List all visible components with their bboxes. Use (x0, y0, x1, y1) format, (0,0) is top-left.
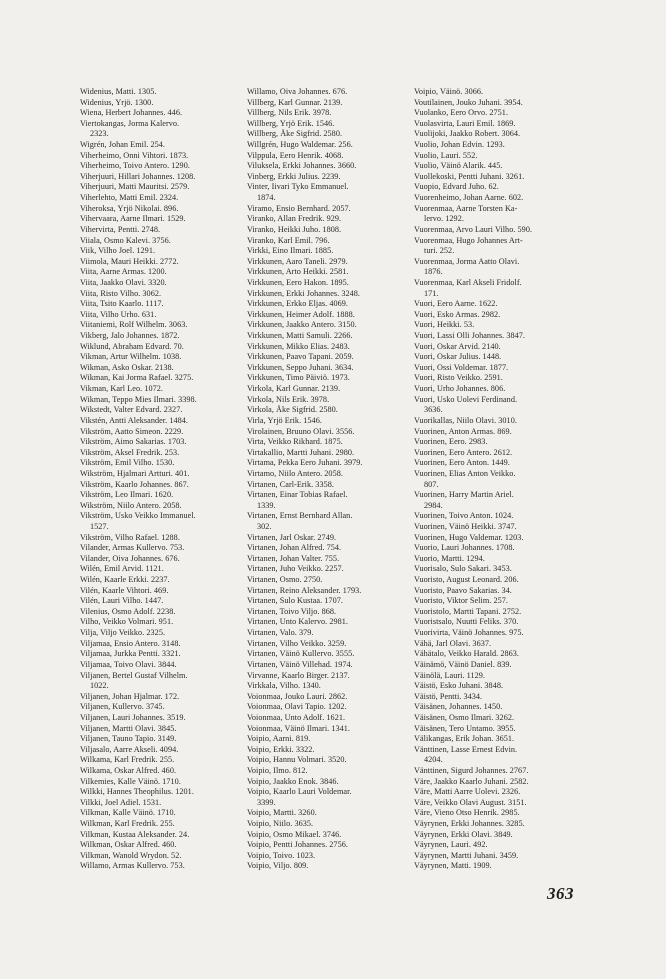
index-entry: Väisänen, Johannes. 1450. (414, 702, 503, 712)
index-entry: Virtanen, Unto Kalervo. 2981. (247, 617, 349, 627)
index-entry: Vikstén, Antti Aleksander. 1484. (80, 415, 188, 425)
index-entry: Viita, Risto Vilho. 3062. (80, 288, 162, 298)
index-entry: Virla, Yrjö Erik. 1546. (247, 415, 322, 425)
index-entry: Vuolijoki, Jaakko Robert. 3064. (414, 129, 521, 139)
page-number: 363 (547, 884, 574, 903)
index-entry: Vikberg, Jalo Johannes. 1872. (80, 331, 180, 341)
index-entry: Viik, Vilho Joel. 1291. (80, 246, 156, 256)
index-entry: Villberg, Karl Gunnar. 2139. (247, 97, 343, 107)
index-entry: Viljanen, Lauri Johannes. 3519. (80, 712, 186, 722)
index-entry: Virkkunen, Erkki Johannes. 3248. (247, 288, 360, 298)
index-entry: Voipio, Niilo. 3635. (247, 819, 314, 829)
index-entry: Willamo, Armas Kullervo. 753. (80, 861, 185, 871)
index-entry: Vikman, Artur Wilhelm. 1038. (80, 352, 182, 362)
index-entry: Vuori, Usko Uolevi Ferdinand. (414, 394, 518, 404)
index-entry: Virtakallio, Martti Juhani. 2980. (247, 447, 355, 457)
index-entry: Virtanen, Osmo. 2750. (247, 575, 323, 585)
index-entry: Vuoristo, August Leonard. 206. (414, 575, 519, 585)
index-entry: Vuori, Urho Johannes. 806. (414, 384, 506, 394)
index-entry: Väre, Matti Aarre Uolevi. 2326. (414, 787, 521, 797)
index-entry: Vänttinen, Lasse Ernest Edvin. (414, 744, 518, 754)
index-entry: Vuopio, Edvard Juho. 62. (414, 182, 499, 192)
index-entry: Vuori, Ossi Voldemar. 1877. (414, 362, 509, 372)
index-entry: Viljanen, Martti Olavi. 3845. (80, 723, 177, 733)
index-entry: Vuorinen, Eero. 2983. (414, 437, 488, 447)
index-entry: Vilenius, Osmo Adolf. 2238. (80, 606, 176, 616)
index-entry: Viita, Vilho Urho. 631. (80, 309, 157, 319)
index-entry: Virkkunen, Matti Samuli. 2266. (247, 331, 353, 341)
index-entry: Vuorisalo, Sulo Sakari. 3453. (414, 564, 512, 574)
index-entry: Virkki, Eino Ilmari. 1885. (247, 246, 334, 256)
index-entry: Virkkunen, Erkko Eljas. 4069. (247, 299, 349, 309)
index-entry: Viranko, Allan Fredrik. 929. (247, 214, 342, 224)
index-entry: Virkkunen, Paavo Tapani. 2059. (247, 352, 354, 362)
index-entry: Virkkunen, Seppo Juhani. 3634. (247, 362, 354, 372)
index-entry: Virkkunen, Aaro Taneli. 2979. (247, 256, 348, 266)
index-entry: Voipio, Väinö. 3066. (414, 87, 484, 96)
index-entry: Viljamaa, Ensio Antero. 3148. (80, 638, 181, 648)
index-entry: Vikström, Emil Vilho. 1530. (80, 458, 175, 468)
index-entry: Voipio, Osmo Mikael. 3746. (247, 829, 342, 839)
index-entry: Wilén, Kaarle Erkki. 2237. (80, 575, 170, 585)
index-entry: Vuori, Oskar Julius. 1448. (414, 352, 502, 362)
index-entry: Vuorinen, Hugo Valdemar. 1203. (414, 532, 524, 542)
index-entry: Wilkman, Oskar Alfred. 460. (80, 840, 177, 850)
index-entry: Willberg, Åke Sigfrid. 2580. (247, 129, 343, 139)
index-entry: Vilkemies, Kalle Väinö. 1710. (80, 776, 181, 786)
index-entry: Wilkki, Hannes Theophilus. 1201. (80, 787, 194, 797)
index-entry: 3399. (257, 797, 276, 807)
index-entry: Vuorinen, Eero Antero. 2612. (414, 447, 513, 457)
index-entry: Vänttinen, Sigurd Johannes. 2767. (414, 766, 529, 775)
index-entry: Viherheimo, Onni Vihtori. 1873. (80, 150, 189, 160)
index-entry: Väisänen, Tero Untamo. 3955. (414, 723, 516, 733)
index-entry: Voionmaa, Unto Adolf. 1621. (247, 712, 346, 722)
index-entry: Viramo, Ensio Bernhard. 2057. (247, 203, 351, 213)
index-entry: Wilkman, Karl Fredrik. 255. (80, 819, 175, 829)
index-column-3 (414, 87, 586, 872)
index-entry: Vuoristo, Paavo Sakarias. 34. (414, 585, 512, 595)
index-entry: Väre, Veikko Olavi August. 3151. (414, 797, 527, 807)
index-entry: Vilho, Veikko Volmari. 951. (80, 617, 174, 627)
index-entry: Voipio, Martti. 3260. (247, 808, 317, 818)
index-entry: Vilander, Oiva Johannes. 676. (80, 553, 180, 563)
index-entry: Voipio, Pentti Johannes. 2756. (247, 840, 348, 850)
index-entry: Virtanen, Toivo Viljo. 868. (247, 606, 337, 616)
index-entry: Willamo, Oiva Johannes. 676. (247, 87, 348, 96)
index-entry: Wikstedt, Valter Edvard. 2327. (80, 405, 183, 415)
index-column-1 (80, 87, 250, 872)
index-entry: Virkkala, Vilho. 1340. (247, 681, 321, 691)
index-entry: Vilkman, Kustaa Aleksander. 24. (80, 829, 190, 839)
index-entry: Viljanen, Tauno Tapio. 3149. (80, 734, 177, 744)
index-entry: Vuori, Heikki. 53. (414, 320, 475, 330)
index-entry: Vuoristsalo, Nuutti Feliks. 370. (414, 617, 519, 627)
index-entry: Vuori, Esko Armas. 2982. (414, 309, 501, 319)
index-entry: Voionmaa, Jouko Lauri. 2862. (247, 691, 348, 701)
index-entry: Vuorivirta, Väinö Johannes. 975. (414, 628, 524, 638)
index-entry: Voipio, Ilmo. 812. (247, 766, 308, 775)
index-entry: Voipio, Erkki. 3322. (247, 744, 315, 754)
index-entry: Virkola, Nils Erik. 3978. (247, 394, 330, 404)
index-entry: Virkkunen, Arto Heikki. 2581. (247, 267, 349, 277)
index-entry: Vikström, Aksel Fredrik. 253. (80, 447, 180, 457)
index-entry: Vuolanko, Eero Orvo. 2751. (414, 108, 509, 118)
index-entry: Viljasalo, Aarre Akseli. 4094. (80, 744, 179, 754)
index-entry: Viherjuuri, Hillari Johannes. 1208. (80, 171, 196, 181)
index-entry: Vuori, Eero Aarne. 1622. (414, 299, 498, 309)
index-entry: Virtanen, Juho Veikko. 2257. (247, 564, 344, 574)
index-entry: Virkola, Karl Gunnar. 2139. (247, 384, 341, 394)
index-entry: Vikström, Usko Veikko Immanuel. (80, 511, 196, 521)
index-entry: Virtanen, Ernst Bernhard Allan. (247, 511, 353, 521)
index-entry: 2323. (90, 129, 109, 139)
index-entry: Välikangas, Erik Johan. 3651. (414, 734, 515, 744)
index-entry: Voionmaa, Väinö Ilmari. 1341. (247, 723, 351, 733)
index-entry: Vilkman, Wanold Wrydon. 52. (80, 850, 182, 860)
index-entry: Vuorinen, Toivo Anton. 1024. (414, 511, 514, 521)
index-entry: Vuorinen, Anton Armas. 869. (414, 426, 512, 436)
index-entry: Väinämö, Väinö Daniel. 839. (414, 659, 512, 669)
index-entry: Viertokangas, Jorma Kalervo. (80, 118, 180, 128)
index-entry: Virtamo, Niilo Antero. 2058. (247, 468, 343, 478)
index-entry: Viheroksa, Yrjö Nikolai. 896. (80, 203, 179, 213)
index-entry: Vikström, Leo Ilmari. 1620. (80, 490, 174, 500)
index-entry: Wilkama, Oskar Alfred. 460. (80, 766, 177, 775)
index-entry: Wikman, Asko Oskar. 2138. (80, 362, 174, 372)
index-entry: Vilander, Armas Kullervo. 753. (80, 543, 185, 553)
index-entry: Viranko, Heikki Juho. 1808. (247, 224, 342, 234)
index-entry: Wilén, Emil Arvid. 1121. (80, 564, 164, 574)
index-entry: Väyrynen, Erkki Olavi. 3849. (414, 829, 513, 839)
index-entry: Vähä, Jarl Olavi. 3637. (414, 638, 492, 648)
index-entry: Vuorenmaa, Karl Akseli Fridolf. (414, 277, 522, 287)
index-entry: Viherheimo, Toivo Antero. 1290. (80, 161, 190, 171)
index-entry: Vilén, Lauri Vilho. 1447. (80, 596, 164, 606)
index-entry: Vikman, Karl Leo. 1072. (80, 384, 163, 394)
index-entry: 1022. (90, 681, 109, 691)
index-entry: Vuoristolo, Martti Tapani. 2752. (414, 606, 522, 616)
index-column-2 (247, 87, 417, 872)
index-entry: Viita, Tsito Kaarlo. 1117. (80, 299, 164, 309)
index-entry: Voipio, Aarni. 819. (247, 734, 311, 744)
index-entry: Voipio, Jaakko Enok. 3846. (247, 776, 339, 786)
index-entry: Vuorio, Martti. 1294. (414, 553, 485, 563)
index-entry: Vuorinen, Harry Martin Ariel. (414, 490, 514, 500)
index-entry: Viherlehto, Matti Emil. 2324. (80, 193, 179, 203)
index-entry: Virkkunen, Jaakko Antero. 3150. (247, 320, 357, 330)
index-entry: Wigrén, Johan Emil. 254. (80, 140, 166, 150)
index-entry: Villberg, Nils Erik. 3978. (247, 108, 332, 118)
index-entry: Viranko, Karl Emil. 796. (247, 235, 330, 245)
index-entry: Vuorinen, Eero Anton. 1449. (414, 458, 510, 468)
index-entry: Vihervaara, Aarne Ilmari. 1529. (80, 214, 186, 224)
index-entry: Wikman, Kai Jorma Rafael. 3275. (80, 373, 194, 383)
index-entry: Väinölä, Lauri. 1129. (414, 670, 486, 680)
index-entry: 1876. (424, 267, 443, 277)
index-entry: Väisänen, Osmo Ilmari. 3262. (414, 712, 515, 722)
index-entry: Vuori, Lassi Olli Johannes. 3847. (414, 331, 525, 341)
index-entry: Virtanen, Valo. 379. (247, 628, 314, 638)
index-entry: Vuorinen, Väinö Heikki. 3747. (414, 521, 517, 531)
index-entry: Virtanen, Reino Aleksander. 1793. (247, 585, 362, 595)
index-entry: Virta, Veikko Rikhard. 1875. (247, 437, 343, 447)
index-entry: Viherjuuri, Matti Mauritsi. 2579. (80, 182, 190, 192)
index-entry: Vinberg, Erkki Julius. 2239. (247, 171, 341, 181)
index-entry: Virtanen, Väinö Kullervo. 3555. (247, 649, 355, 659)
index-entry: Väre, Jaakko Kaarlo Juhani. 2582. (414, 776, 529, 786)
index-entry: Vuorenheimo, Johan Aarne. 602. (414, 193, 524, 203)
index-entry: 171. (424, 288, 439, 298)
index-entry: Vuoristo, Viktor Selim. 257. (414, 596, 508, 606)
index-entry: Virtanen, Johan Alfred. 754. (247, 543, 342, 553)
index-entry: Viljanen, Bertel Gustaf Vilhelm. (80, 670, 188, 680)
index-entry: Wikström, Hjalmari Artturi. 401. (80, 468, 190, 478)
index-entry: Voipio, Kaarlo Lauri Voldemar. (247, 787, 352, 797)
index-entry: 1874. (257, 193, 276, 203)
index-entry: Voipio, Viljo. 809. (247, 861, 309, 871)
index-entry: Willberg, Yrjö Erik. 1546. (247, 118, 335, 128)
index-entry: Viljamaa, Toivo Olavi. 3844. (80, 659, 177, 669)
index-entry: Vikström, Vilho Rafael. 1288. (80, 532, 180, 542)
index-entry: Vuollekoski, Pentti Juhani. 3261. (414, 171, 525, 181)
index-entry: Virtanen, Johan Valter. 755. (247, 553, 340, 563)
index-entry: turi. 252. (424, 246, 455, 256)
index-entry: 1527. (90, 521, 109, 531)
index-entry: Wikman, Teppo Mies Ilmari. 3398. (80, 394, 197, 404)
index-entry: Vuorinen, Elias Anton Veikko. (414, 468, 516, 478)
index-entry: Viluksela, Erkki Johannes. 3660. (247, 161, 357, 171)
index-entry: Vikström, Aimo Sakarias. 1703. (80, 437, 187, 447)
index-entry: Voipio, Hannu Volmari. 3520. (247, 755, 347, 765)
index-entry: lervo. 1292. (424, 214, 464, 224)
index-entry: Viljanen, Kullervo. 3745. (80, 702, 165, 712)
index-entry: Vuori, Risto Veikko. 2591. (414, 373, 503, 383)
index-entry: Viita, Aarne Armas. 1200. (80, 267, 167, 277)
index-entry: Virtanen, Sulo Kustaa. 1707. (247, 596, 343, 606)
index-entry: Viitaniemi, Rolf Wilhelm. 3063. (80, 320, 188, 330)
index-entry: 3636. (424, 405, 443, 415)
index-entry: Vuorio, Lauri Johannes. 1708. (414, 543, 515, 553)
index-entry: 807. (424, 479, 439, 489)
index-entry: Väyrynen, Matti. 1909. (414, 861, 492, 871)
index-entry: Virkkunen, Eero Hakon. 1895. (247, 277, 349, 287)
index-entry: Virkkunen, Mikko Elias. 2483. (247, 341, 350, 351)
index-entry: Vuorenmaa, Arvo Lauri Vilho. 590. (414, 224, 533, 234)
index-entry: Widenius, Yrjö. 1300. (80, 97, 154, 107)
index-entry: Vuolio, Väinö Alarik. 445. (414, 161, 503, 171)
index-entry: Vihervirta, Pentti. 2748. (80, 224, 161, 234)
index-entry: 1339. (257, 500, 276, 510)
index-entry: Vilkki, Joel Adiel. 1531. (80, 797, 162, 807)
index-entry: 302. (257, 521, 272, 531)
index-entry: Vilén, Kaarle Vihtori. 469. (80, 585, 169, 595)
index-entry: Vinter, Iivari Tyko Emmanuel. (247, 182, 349, 192)
index-entry: Vuorikallas, Niilo Olavi. 3010. (414, 415, 517, 425)
index-entry: 2984. (424, 500, 443, 510)
index-entry: Vuorenmaa, Aarne Torsten Ka- (414, 203, 518, 213)
index-entry: Wiklund, Abraham Edvard. 70. (80, 341, 184, 351)
index-entry: Vilja, Viljo Veikko. 2325. (80, 628, 166, 638)
index-entry: Väyrynen, Erkki Johannes. 3285. (414, 819, 525, 829)
index-entry: Virtama, Pekka Eero Juhani. 3979. (247, 458, 363, 468)
index-entry: Vuorenmaa, Hugo Johannes Art- (414, 235, 523, 245)
index-entry: Vähätalo, Veikko Harald. 2863. (414, 649, 520, 659)
index-entry: Väistö, Pentti. 3434. (414, 691, 483, 701)
index-entry: Voutilainen, Jouko Juhani. 3954. (414, 97, 523, 107)
index-entry: Vilkman, Kalle Väinö. 1710. (80, 808, 176, 818)
index-entry: Väistö, Esko Juhani. 3848. (414, 681, 504, 691)
index-entry: Vuorenmaa, Jorma Aatto Olavi. (414, 256, 520, 266)
index-entry: Vikström, Kaarlo Johannes. 867. (80, 479, 189, 489)
index-entry: Virkola, Åke Sigfrid. 2580. (247, 405, 338, 415)
index-entry: Virtanen, Jarl Oskar. 2749. (247, 532, 337, 542)
index-entry: Virtanen, Carl-Erik. 3358. (247, 479, 334, 489)
index-entry: Widenius, Matti. 1305. (80, 87, 157, 96)
index-entry: Virtanen, Vilho Veikko. 3259. (247, 638, 347, 648)
index-entry: Wilkama, Karl Fredrik. 255. (80, 755, 175, 765)
index-entry: Väyrynen, Martti Juhani. 3459. (414, 850, 519, 860)
index-entry: Virvanne, Kaarlo Birger. 2137. (247, 670, 350, 680)
index-entry: Vilppula, Eero Henrik. 4068. (247, 150, 344, 160)
index-entry: Väre, Vieno Otso Henrik. 2985. (414, 808, 520, 818)
index-entry: Voionmaa, Olavi Tapio. 1202. (247, 702, 347, 712)
index-entry: Willgrén, Hugo Waldemar. 256. (247, 140, 353, 150)
index-entry: Viljamaa, Jurkka Pentti. 3321. (80, 649, 181, 659)
index-entry: Vuolio, Johan Edvin. 1293. (414, 140, 505, 150)
index-entry: Väyrynen, Lauri. 492. (414, 840, 488, 850)
index-entry: 4204. (424, 755, 443, 765)
index-entry: Wiena, Herbert Johannes. 446. (80, 108, 183, 118)
index-entry: Viljanen, Johan Hjalmar. 172. (80, 691, 180, 701)
index-entry: Virtanen, Einar Tobias Rafael. (247, 490, 348, 500)
index-entry: Vuori, Oskar Arvid. 2140. (414, 341, 501, 351)
index-entry: Virkkunen, Heimer Adolf. 1888. (247, 309, 355, 319)
index-entry: Voipio, Toivo. 1023. (247, 850, 316, 860)
index-entry: Viita, Jaakko Olavi. 3320. (80, 277, 167, 287)
index-entry: Virolainen, Bruuno Olavi. 3556. (247, 426, 355, 436)
index-entry: Vuolasvirta, Lauri Emil. 1869. (414, 118, 516, 128)
index-entry: Vuolio, Lauri. 552. (414, 150, 478, 160)
index-entry: Virkkunen, Timo Päiviö. 1973. (247, 373, 350, 383)
index-entry: Wikström, Niilo Antero. 2058. (80, 500, 182, 510)
index-entry: Vikström, Aatto Simeon. 2229. (80, 426, 184, 436)
index-entry: Virtanen, Väinö Villehad. 1974. (247, 659, 353, 669)
index-entry: Viiala, Osmo Kalevi. 3756. (80, 235, 171, 245)
index-entry: Viimola, Mauri Heikki. 2772. (80, 256, 179, 266)
